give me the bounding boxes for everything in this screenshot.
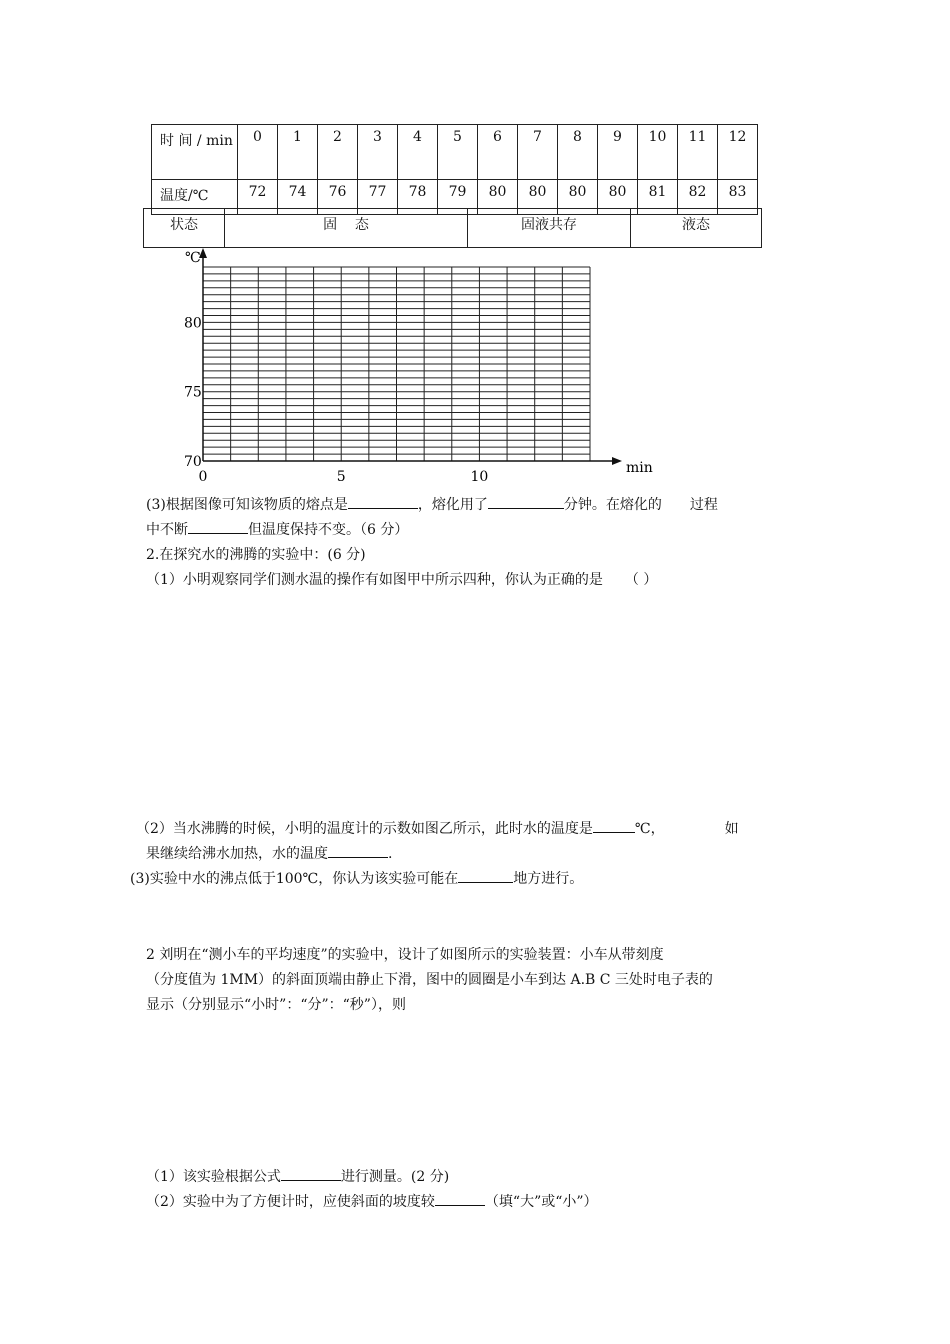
temp-cell: 78	[398, 180, 438, 215]
temp-cell: 80	[598, 180, 638, 215]
state-liquid: 液态	[631, 209, 762, 248]
x-tick-label: 10	[470, 469, 489, 485]
time-cell: 11	[678, 125, 718, 180]
temperature-chart	[0, 0, 950, 500]
temp-cell: 80	[518, 180, 558, 215]
answer-blank[interactable]	[458, 868, 513, 883]
temp-header: 温度/℃	[152, 180, 238, 215]
time-cell: 6	[478, 125, 518, 180]
answer-blank[interactable]	[488, 494, 564, 509]
time-cell: 12	[718, 125, 758, 180]
time-cell: 0	[238, 125, 278, 180]
q4-sub2: （2）实验中为了方便计时，应使斜面的坡度较 （填“大”或“小”）	[146, 1191, 598, 1211]
y-tick-label: 75	[184, 384, 202, 401]
q2-sub2-cont: 果继续给沸水加热，水的温度 .	[146, 843, 392, 863]
temp-cell: 81	[638, 180, 678, 215]
x-tick-label: 5	[336, 469, 346, 485]
time-cell: 1	[278, 125, 318, 180]
y-tick-label: 70	[184, 454, 202, 470]
answer-blank[interactable]	[593, 818, 635, 833]
x-axis-label: min	[626, 460, 653, 476]
answer-blank[interactable]	[348, 494, 418, 509]
answer-blank[interactable]	[328, 843, 388, 858]
q2-sub1: （1）小明观察同学们测水温的操作有如图甲中所示四种，你认为正确的是 （ ）	[146, 572, 658, 588]
temp-cell: 77	[358, 180, 398, 215]
answer-blank[interactable]	[281, 1166, 341, 1181]
temp-cell: 74	[278, 180, 318, 215]
temp-cell: 80	[558, 180, 598, 215]
q4-line2: （分度值为 1MM）的斜面顶端由静止下滑，图中的圆圈是小车到达 A.B C 三处时电子表的	[146, 972, 713, 988]
time-cell: 9	[598, 125, 638, 180]
time-cell: 2	[318, 125, 358, 180]
x-tick-label: 0	[198, 469, 208, 485]
temp-cell: 83	[718, 180, 758, 215]
q3-line1: (3)根据图像可知该物质的熔点是 ，熔化用了 分钟。在熔化的 过程	[146, 494, 718, 514]
state-mixed: 固液共存	[468, 209, 631, 248]
y-axis-label: ℃	[185, 250, 201, 266]
time-cell: 4	[398, 125, 438, 180]
q2-title: 2.在探究水的沸腾的实验中：(6 分)	[146, 547, 366, 563]
time-cell: 3	[358, 125, 398, 180]
temp-cell: 79	[438, 180, 478, 215]
y-tick-label: 80	[184, 315, 202, 332]
time-cell: 10	[638, 125, 678, 180]
state-solid: 固 态	[225, 209, 468, 248]
time-header: 时 间 / min	[152, 125, 238, 180]
q2-sub2: （2）当水沸腾的时候，小明的温度计的示数如图乙所示，此时水的温度是 ℃， 如	[136, 818, 739, 838]
state-label: 状态	[144, 209, 225, 248]
q4-sub1: （1）该实验根据公式 进行测量。(2 分)	[146, 1166, 449, 1186]
chart-grid	[203, 267, 590, 461]
q2-sub3: (3)实验中水的沸点低于100℃，你认为该实验可能在 地方进行。	[130, 868, 583, 888]
time-cell: 8	[558, 125, 598, 180]
x-axis-arrow	[612, 457, 622, 465]
temp-cell: 72	[238, 180, 278, 215]
q3-line2: 中不断 但温度保持不变。（6 分）	[146, 519, 408, 539]
answer-blank[interactable]	[435, 1191, 485, 1206]
time-cell: 7	[518, 125, 558, 180]
q4-line1: 2 刘明在“测小车的平均速度”的实验中，设计了如图所示的实验装置：小车从带刻度	[146, 947, 664, 963]
answer-blank[interactable]	[188, 519, 248, 534]
q4-line3: 显示（分别显示“小时”：“分”：“秒”），则	[146, 997, 406, 1013]
temp-cell: 76	[318, 180, 358, 215]
temp-cell: 80	[478, 180, 518, 215]
temp-cell: 82	[678, 180, 718, 215]
time-cell: 5	[438, 125, 478, 180]
